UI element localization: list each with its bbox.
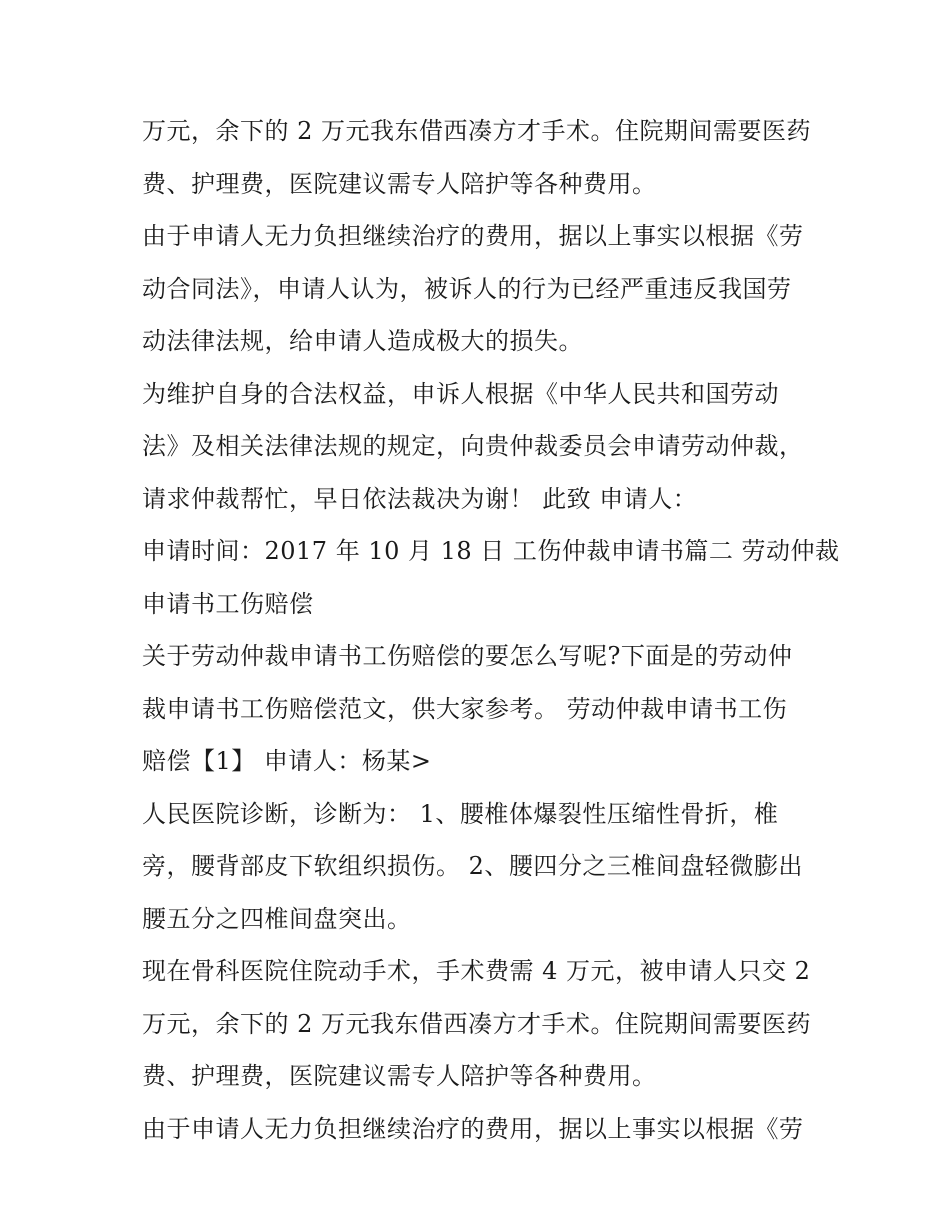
text-line: 万元，余下的 2 万元我东借西凑方才手术。住院期间需要医药 [142,1009,812,1038]
text-line: 由于申请人无力负担继续治疗的费用，据以上事实以根据《劳 [142,1114,804,1143]
document-body [142,105,840,1155]
text-line: 费、护理费，医院建议需专人陪护等各种费用。 [142,169,657,198]
text-line: 申请书工伤赔偿 [142,589,314,618]
text-line: 旁，腰背部皮下软组织损伤。 2、腰四分之三椎间盘轻微膨出 [142,852,803,880]
text-line: 为维护自身的合法权益，申诉人根据《中华人民共和国劳动 [142,379,779,408]
text-line: 腰五分之四椎间盘突出。 [142,904,412,933]
text-line: 申请时间：2017 年 10 月 18 日 工伤仲裁申请书篇二 劳动仲裁 [142,537,840,565]
text-line: 关于劳动仲裁申请书工伤赔偿的要怎么写呢?下面是的劳动仲 [142,642,793,670]
text-line: 万元，余下的 2 万元我东借西凑方才手术。住院期间需要医药 [142,117,812,145]
text-line: 人民医院诊断，诊断为： 1、腰椎体爆裂性压缩性骨折，椎 [142,799,779,828]
text-line: 动法律法规，给申请人造成极大的损失。 [142,327,583,355]
text-line: 法》及相关法律法规的规定，向贵仲裁委员会申请劳动仲裁， [142,432,804,460]
text-line: 费、护理费，医院建议需专人陪护等各种费用。 [142,1062,657,1090]
text-line: 由于申请人无力负担继续治疗的费用，据以上事实以根据《劳 [142,222,804,250]
text-line: 现在骨科医院住院动手术，手术费需 4 万元，被申请人只交 2 [142,957,811,985]
text-line: 赔偿【1】 申请人：杨某> [142,747,432,775]
text-line: 请求仲裁帮忙，早日依法裁决为谢！ 此致 申请人： [142,484,698,513]
text-line: 裁申请书工伤赔偿范文，供大家参考。 劳动仲裁申请书工伤 [142,694,788,723]
text-line: 动合同法》，申请人认为，被诉人的行为已经严重违反我国劳 [142,274,792,303]
